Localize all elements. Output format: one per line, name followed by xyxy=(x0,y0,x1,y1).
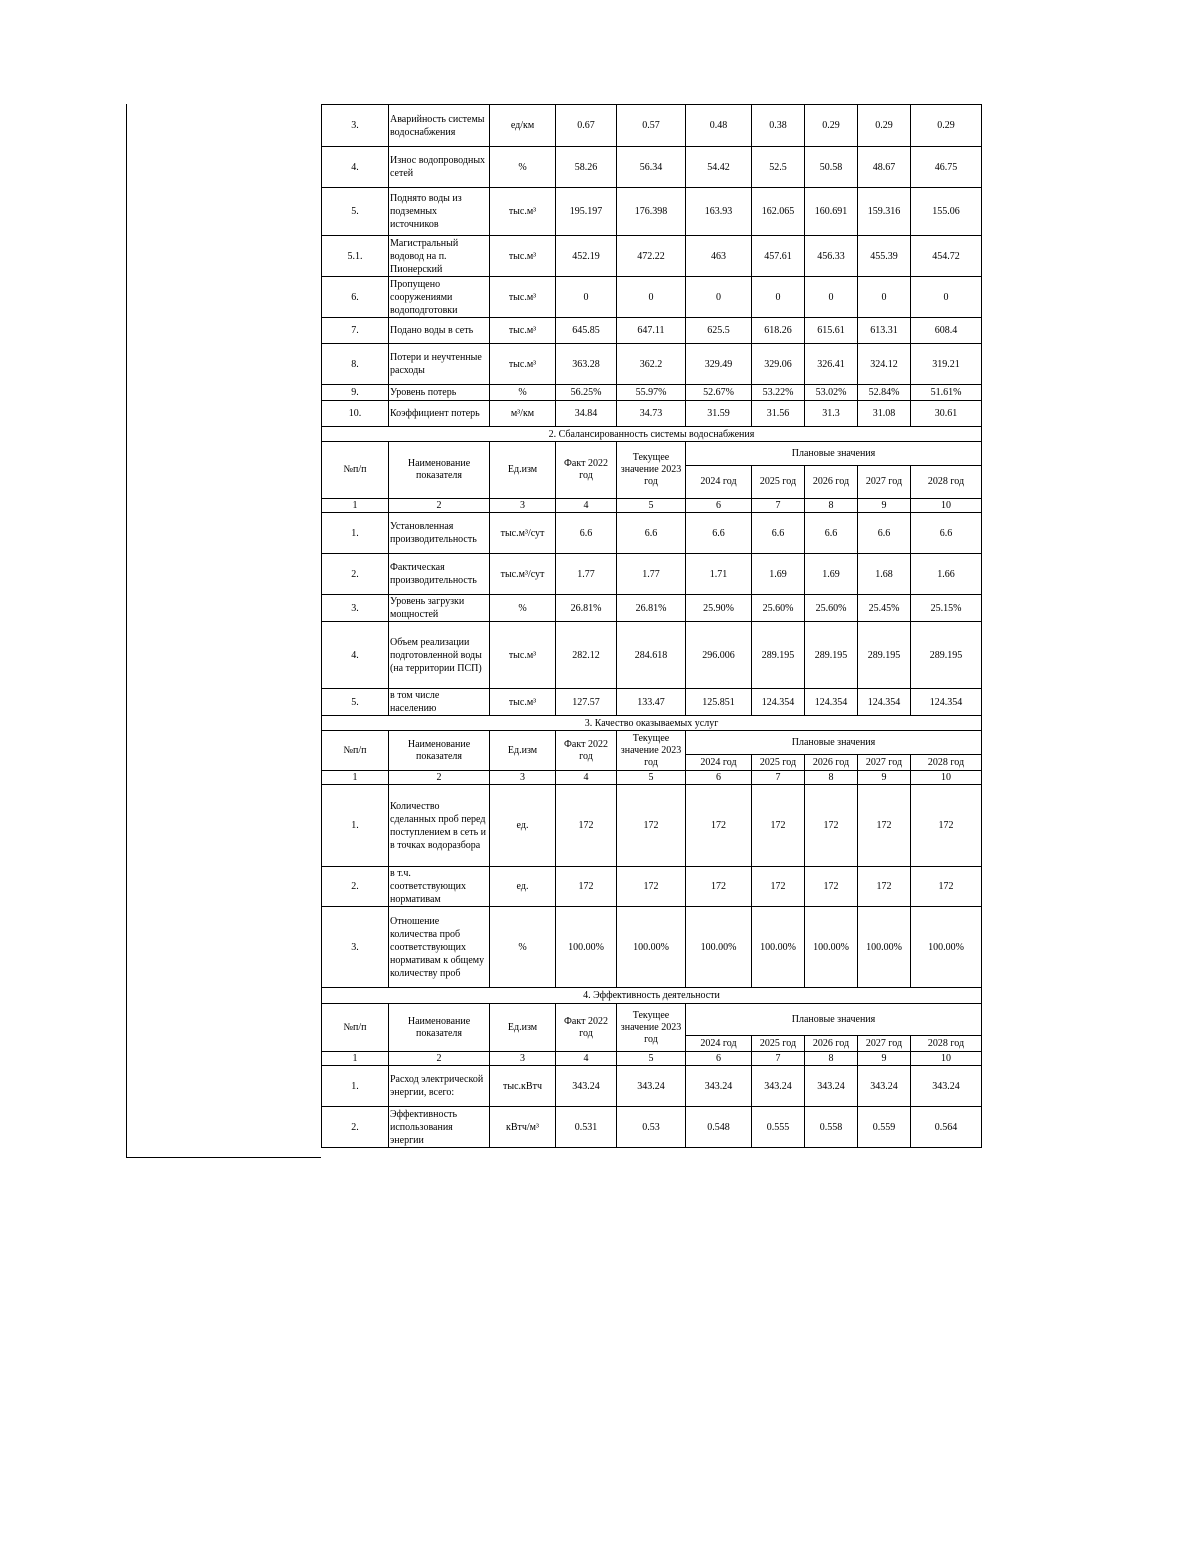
indicator-name: Потери и неучтенные расходы xyxy=(389,344,490,385)
value-cell: 172 xyxy=(617,785,686,867)
header-year: 2028 год xyxy=(911,466,982,499)
value-cell: 319.21 xyxy=(911,344,982,385)
header-year: 2026 год xyxy=(805,755,858,771)
value-cell: 55.97% xyxy=(617,385,686,401)
column-number: 1 xyxy=(322,771,389,785)
header-year: 2025 год xyxy=(752,1036,805,1052)
row-number: 5.1. xyxy=(322,236,389,277)
value-cell: 1.66 xyxy=(911,554,982,595)
value-cell: 329.06 xyxy=(752,344,805,385)
value-cell: 1.77 xyxy=(556,554,617,595)
value-cell: 127.57 xyxy=(556,689,617,716)
table-row xyxy=(322,907,982,988)
value-cell: 343.24 xyxy=(752,1066,805,1107)
header-year: 2026 год xyxy=(805,466,858,499)
value-cell: 1.77 xyxy=(617,554,686,595)
value-cell: 0.48 xyxy=(686,105,752,147)
value-cell: 100.00% xyxy=(805,907,858,988)
table-row xyxy=(322,385,982,401)
header-num: №п/п xyxy=(322,442,389,499)
value-cell: 124.354 xyxy=(805,689,858,716)
row-number: 3. xyxy=(322,595,389,622)
value-cell: 1.71 xyxy=(686,554,752,595)
unit-cell: % xyxy=(490,147,556,188)
section-title: 3. Качество оказываемых услуг xyxy=(322,716,982,731)
header-year: 2024 год xyxy=(686,1036,752,1052)
value-cell: 0 xyxy=(911,277,982,318)
value-cell: 172 xyxy=(617,867,686,907)
value-cell: 100.00% xyxy=(617,907,686,988)
header-fact: Факт 2022 год xyxy=(556,1004,617,1052)
value-cell: 6.6 xyxy=(556,513,617,554)
value-cell: 452.19 xyxy=(556,236,617,277)
column-number: 8 xyxy=(805,1052,858,1066)
value-cell: 1.69 xyxy=(805,554,858,595)
header-row xyxy=(322,731,982,755)
value-cell: 100.00% xyxy=(911,907,982,988)
value-cell: 0 xyxy=(686,277,752,318)
table-row xyxy=(322,1107,982,1148)
header-num: №п/п xyxy=(322,1004,389,1052)
unit-cell: тыс.м³ xyxy=(490,236,556,277)
column-number: 10 xyxy=(911,771,982,785)
value-cell: 54.42 xyxy=(686,147,752,188)
section-title-row xyxy=(322,716,982,731)
value-cell: 324.12 xyxy=(858,344,911,385)
value-cell: 172 xyxy=(556,867,617,907)
value-cell: 343.24 xyxy=(556,1066,617,1107)
unit-cell: тыс.м³ xyxy=(490,344,556,385)
value-cell: 0.57 xyxy=(617,105,686,147)
value-cell: 100.00% xyxy=(556,907,617,988)
row-number: 10. xyxy=(322,401,389,427)
column-number-row xyxy=(322,1052,982,1066)
value-cell: 645.85 xyxy=(556,318,617,344)
value-cell: 289.195 xyxy=(805,622,858,689)
column-number: 8 xyxy=(805,771,858,785)
value-cell: 159.316 xyxy=(858,188,911,236)
header-name: Наименование показателя xyxy=(389,731,490,771)
value-cell: 455.39 xyxy=(858,236,911,277)
value-cell: 0.67 xyxy=(556,105,617,147)
value-cell: 56.25% xyxy=(556,385,617,401)
value-cell: 615.61 xyxy=(805,318,858,344)
value-cell: 456.33 xyxy=(805,236,858,277)
row-number: 1. xyxy=(322,1066,389,1107)
row-number: 5. xyxy=(322,689,389,716)
value-cell: 172 xyxy=(686,867,752,907)
header-year: 2028 год xyxy=(911,1036,982,1052)
value-cell: 125.851 xyxy=(686,689,752,716)
row-number: 2. xyxy=(322,867,389,907)
indicator-name: Установленная производительность xyxy=(389,513,490,554)
indicators-table xyxy=(321,104,982,1148)
indicator-name: Объем реализации подготовленной воды (на территории ПСП) xyxy=(389,622,490,689)
value-cell: 0.29 xyxy=(805,105,858,147)
value-cell: 56.34 xyxy=(617,147,686,188)
value-cell: 30.61 xyxy=(911,401,982,427)
column-number: 5 xyxy=(617,771,686,785)
column-number: 1 xyxy=(322,499,389,513)
header-unit: Ед.изм xyxy=(490,442,556,499)
column-number-row xyxy=(322,771,982,785)
value-cell: 31.3 xyxy=(805,401,858,427)
value-cell: 155.06 xyxy=(911,188,982,236)
value-cell: 363.28 xyxy=(556,344,617,385)
column-number: 6 xyxy=(686,1052,752,1066)
header-current: Текущее значение 2023 год xyxy=(617,731,686,771)
column-number-row xyxy=(322,499,982,513)
indicator-name: Уровень потерь xyxy=(389,385,490,401)
value-cell: 463 xyxy=(686,236,752,277)
header-num: №п/п xyxy=(322,731,389,771)
unit-cell: % xyxy=(490,385,556,401)
row-number: 3. xyxy=(322,105,389,147)
table-row xyxy=(322,689,982,716)
header-year: 2024 год xyxy=(686,755,752,771)
value-cell: 25.90% xyxy=(686,595,752,622)
unit-cell: тыс.кВтч xyxy=(490,1066,556,1107)
value-cell: 25.60% xyxy=(752,595,805,622)
value-cell: 176.398 xyxy=(617,188,686,236)
column-number: 5 xyxy=(617,1052,686,1066)
column-number: 4 xyxy=(556,771,617,785)
unit-cell: ед. xyxy=(490,785,556,867)
indicator-name: Фактическая производительность xyxy=(389,554,490,595)
value-cell: 329.49 xyxy=(686,344,752,385)
header-current: Текущее значение 2023 год xyxy=(617,442,686,499)
value-cell: 0 xyxy=(752,277,805,318)
value-cell: 162.065 xyxy=(752,188,805,236)
value-cell: 31.59 xyxy=(686,401,752,427)
row-number: 5. xyxy=(322,188,389,236)
indicator-name: Эффективность использования энергии xyxy=(389,1107,490,1148)
column-number: 3 xyxy=(490,1052,556,1066)
unit-cell: тыс.м³ xyxy=(490,188,556,236)
value-cell: 289.195 xyxy=(911,622,982,689)
value-cell: 34.73 xyxy=(617,401,686,427)
value-cell: 31.08 xyxy=(858,401,911,427)
column-number: 3 xyxy=(490,499,556,513)
table-row xyxy=(322,1066,982,1107)
value-cell: 25.60% xyxy=(805,595,858,622)
unit-cell: ед. xyxy=(490,867,556,907)
unit-cell: тыс.м³ xyxy=(490,318,556,344)
value-cell: 0 xyxy=(858,277,911,318)
value-cell: 172 xyxy=(805,785,858,867)
value-cell: 343.24 xyxy=(617,1066,686,1107)
value-cell: 195.197 xyxy=(556,188,617,236)
value-cell: 172 xyxy=(752,867,805,907)
value-cell: 172 xyxy=(911,867,982,907)
row-number: 1. xyxy=(322,785,389,867)
value-cell: 53.02% xyxy=(805,385,858,401)
row-number: 8. xyxy=(322,344,389,385)
value-cell: 172 xyxy=(858,867,911,907)
column-number: 10 xyxy=(911,499,982,513)
column-number: 1 xyxy=(322,1052,389,1066)
column-number: 2 xyxy=(389,771,490,785)
value-cell: 46.75 xyxy=(911,147,982,188)
header-year: 2027 год xyxy=(858,1036,911,1052)
value-cell: 34.84 xyxy=(556,401,617,427)
column-number: 9 xyxy=(858,1052,911,1066)
value-cell: 1.69 xyxy=(752,554,805,595)
table-row xyxy=(322,318,982,344)
row-number: 6. xyxy=(322,277,389,318)
header-name: Наименование показателя xyxy=(389,1004,490,1052)
value-cell: 6.6 xyxy=(911,513,982,554)
indicator-name: Аварийность системы водоснабжения xyxy=(389,105,490,147)
section-title: 2. Сбалансированность системы водоснабжения xyxy=(322,427,982,442)
value-cell: 6.6 xyxy=(686,513,752,554)
value-cell: 0.29 xyxy=(911,105,982,147)
row-number: 7. xyxy=(322,318,389,344)
column-number: 6 xyxy=(686,499,752,513)
header-fact: Факт 2022 год xyxy=(556,442,617,499)
row-number: 9. xyxy=(322,385,389,401)
value-cell: 0 xyxy=(805,277,858,318)
section-title-row xyxy=(322,988,982,1004)
value-cell: 343.24 xyxy=(805,1066,858,1107)
unit-cell: тыс.м³ xyxy=(490,277,556,318)
value-cell: 26.81% xyxy=(617,595,686,622)
row-number: 1. xyxy=(322,513,389,554)
section-title-row xyxy=(322,427,982,442)
unit-cell: тыс.м³/сут xyxy=(490,554,556,595)
row-number: 4. xyxy=(322,622,389,689)
table-row xyxy=(322,785,982,867)
section-title: 4. Эффективность деятельности xyxy=(322,988,982,1004)
header-fact: Факт 2022 год xyxy=(556,731,617,771)
indicator-name: Поднято воды из подземных источников xyxy=(389,188,490,236)
column-number: 3 xyxy=(490,771,556,785)
column-number: 2 xyxy=(389,499,490,513)
value-cell: 6.6 xyxy=(617,513,686,554)
column-number: 7 xyxy=(752,771,805,785)
unit-cell: тыс.м³ xyxy=(490,622,556,689)
value-cell: 608.4 xyxy=(911,318,982,344)
value-cell: 6.6 xyxy=(752,513,805,554)
value-cell: 25.15% xyxy=(911,595,982,622)
unit-cell: ед/км xyxy=(490,105,556,147)
value-cell: 0.558 xyxy=(805,1107,858,1148)
value-cell: 625.5 xyxy=(686,318,752,344)
value-cell: 296.006 xyxy=(686,622,752,689)
indicator-name: Расход электрической энергии, всего: xyxy=(389,1066,490,1107)
indicator-name: в т.ч. соответствующих нормативам xyxy=(389,867,490,907)
header-plan: Плановые значения xyxy=(686,1004,982,1036)
value-cell: 172 xyxy=(752,785,805,867)
value-cell: 100.00% xyxy=(858,907,911,988)
column-number: 8 xyxy=(805,499,858,513)
value-cell: 472.22 xyxy=(617,236,686,277)
value-cell: 326.41 xyxy=(805,344,858,385)
table-row xyxy=(322,401,982,427)
column-number: 9 xyxy=(858,499,911,513)
indicator-name: Количество сделанных проб перед поступлением в сеть и в точках водоразбора xyxy=(389,785,490,867)
value-cell: 0 xyxy=(556,277,617,318)
value-cell: 343.24 xyxy=(686,1066,752,1107)
value-cell: 0.531 xyxy=(556,1107,617,1148)
column-number: 4 xyxy=(556,499,617,513)
value-cell: 343.24 xyxy=(858,1066,911,1107)
header-year: 2027 год xyxy=(858,466,911,499)
header-year: 2027 год xyxy=(858,755,911,771)
value-cell: 100.00% xyxy=(752,907,805,988)
header-name: Наименование показателя xyxy=(389,442,490,499)
table-row xyxy=(322,344,982,385)
table-row xyxy=(322,105,982,147)
value-cell: 53.22% xyxy=(752,385,805,401)
column-number: 7 xyxy=(752,1052,805,1066)
table-row xyxy=(322,188,982,236)
value-cell: 0.555 xyxy=(752,1107,805,1148)
value-cell: 454.72 xyxy=(911,236,982,277)
value-cell: 613.31 xyxy=(858,318,911,344)
value-cell: 0 xyxy=(617,277,686,318)
value-cell: 124.354 xyxy=(911,689,982,716)
column-number: 7 xyxy=(752,499,805,513)
value-cell: 163.93 xyxy=(686,188,752,236)
value-cell: 0.29 xyxy=(858,105,911,147)
header-year: 2024 год xyxy=(686,466,752,499)
indicator-name: Износ водопроводных сетей xyxy=(389,147,490,188)
column-number: 6 xyxy=(686,771,752,785)
unit-cell: тыс.м³ xyxy=(490,689,556,716)
unit-cell: тыс.м³/сут xyxy=(490,513,556,554)
value-cell: 124.354 xyxy=(858,689,911,716)
value-cell: 124.354 xyxy=(752,689,805,716)
value-cell: 48.67 xyxy=(858,147,911,188)
unit-cell: м³/км xyxy=(490,401,556,427)
table-row xyxy=(322,595,982,622)
value-cell: 51.61% xyxy=(911,385,982,401)
value-cell: 0.38 xyxy=(752,105,805,147)
value-cell: 52.67% xyxy=(686,385,752,401)
row-number: 2. xyxy=(322,554,389,595)
header-year: 2028 год xyxy=(911,755,982,771)
indicator-name: Магистральный водовод на п. Пионерский xyxy=(389,236,490,277)
header-row xyxy=(322,1004,982,1036)
indicator-name: Подано воды в сеть xyxy=(389,318,490,344)
value-cell: 172 xyxy=(686,785,752,867)
value-cell: 343.24 xyxy=(911,1066,982,1107)
value-cell: 289.195 xyxy=(752,622,805,689)
table-row xyxy=(322,622,982,689)
value-cell: 58.26 xyxy=(556,147,617,188)
value-cell: 362.2 xyxy=(617,344,686,385)
indicator-name: Отношение количества проб соответствующих нормативам к общему количеству проб xyxy=(389,907,490,988)
value-cell: 172 xyxy=(556,785,617,867)
unit-cell: % xyxy=(490,907,556,988)
value-cell: 160.691 xyxy=(805,188,858,236)
column-number: 2 xyxy=(389,1052,490,1066)
value-cell: 284.618 xyxy=(617,622,686,689)
value-cell: 26.81% xyxy=(556,595,617,622)
header-year: 2026 год xyxy=(805,1036,858,1052)
value-cell: 31.56 xyxy=(752,401,805,427)
value-cell: 6.6 xyxy=(805,513,858,554)
value-cell: 133.47 xyxy=(617,689,686,716)
table-row xyxy=(322,867,982,907)
header-year: 2025 год xyxy=(752,466,805,499)
column-number: 4 xyxy=(556,1052,617,1066)
column-number: 9 xyxy=(858,771,911,785)
table-row xyxy=(322,277,982,318)
value-cell: 172 xyxy=(911,785,982,867)
value-cell: 1.68 xyxy=(858,554,911,595)
left-margin-frame xyxy=(126,104,321,1158)
value-cell: 100.00% xyxy=(686,907,752,988)
indicator-name: Уровень загрузки мощностей xyxy=(389,595,490,622)
indicator-name: Пропущено сооружениями водоподготовки xyxy=(389,277,490,318)
header-current: Текущее значение 2023 год xyxy=(617,1004,686,1052)
value-cell: 647.11 xyxy=(617,318,686,344)
table-row xyxy=(322,554,982,595)
table-row xyxy=(322,236,982,277)
unit-cell: % xyxy=(490,595,556,622)
value-cell: 172 xyxy=(805,867,858,907)
header-plan: Плановые значения xyxy=(686,731,982,755)
value-cell: 25.45% xyxy=(858,595,911,622)
value-cell: 0.53 xyxy=(617,1107,686,1148)
header-plan: Плановые значения xyxy=(686,442,982,466)
value-cell: 618.26 xyxy=(752,318,805,344)
value-cell: 0.559 xyxy=(858,1107,911,1148)
value-cell: 172 xyxy=(858,785,911,867)
indicator-name: Коэффициент потерь xyxy=(389,401,490,427)
value-cell: 282.12 xyxy=(556,622,617,689)
header-year: 2025 год xyxy=(752,755,805,771)
value-cell: 289.195 xyxy=(858,622,911,689)
table-row xyxy=(322,513,982,554)
value-cell: 50.58 xyxy=(805,147,858,188)
value-cell: 52.84% xyxy=(858,385,911,401)
header-unit: Ед.изм xyxy=(490,731,556,771)
value-cell: 0.564 xyxy=(911,1107,982,1148)
value-cell: 0.548 xyxy=(686,1107,752,1148)
value-cell: 52.5 xyxy=(752,147,805,188)
column-number: 10 xyxy=(911,1052,982,1066)
value-cell: 457.61 xyxy=(752,236,805,277)
table-body xyxy=(322,105,982,1148)
value-cell: 6.6 xyxy=(858,513,911,554)
row-number: 4. xyxy=(322,147,389,188)
unit-cell: кВтч/м³ xyxy=(490,1107,556,1148)
table-row xyxy=(322,147,982,188)
column-number: 5 xyxy=(617,499,686,513)
indicator-name: в том числе населению xyxy=(389,689,490,716)
row-number: 3. xyxy=(322,907,389,988)
row-number: 2. xyxy=(322,1107,389,1148)
header-row xyxy=(322,442,982,466)
header-unit: Ед.изм xyxy=(490,1004,556,1052)
